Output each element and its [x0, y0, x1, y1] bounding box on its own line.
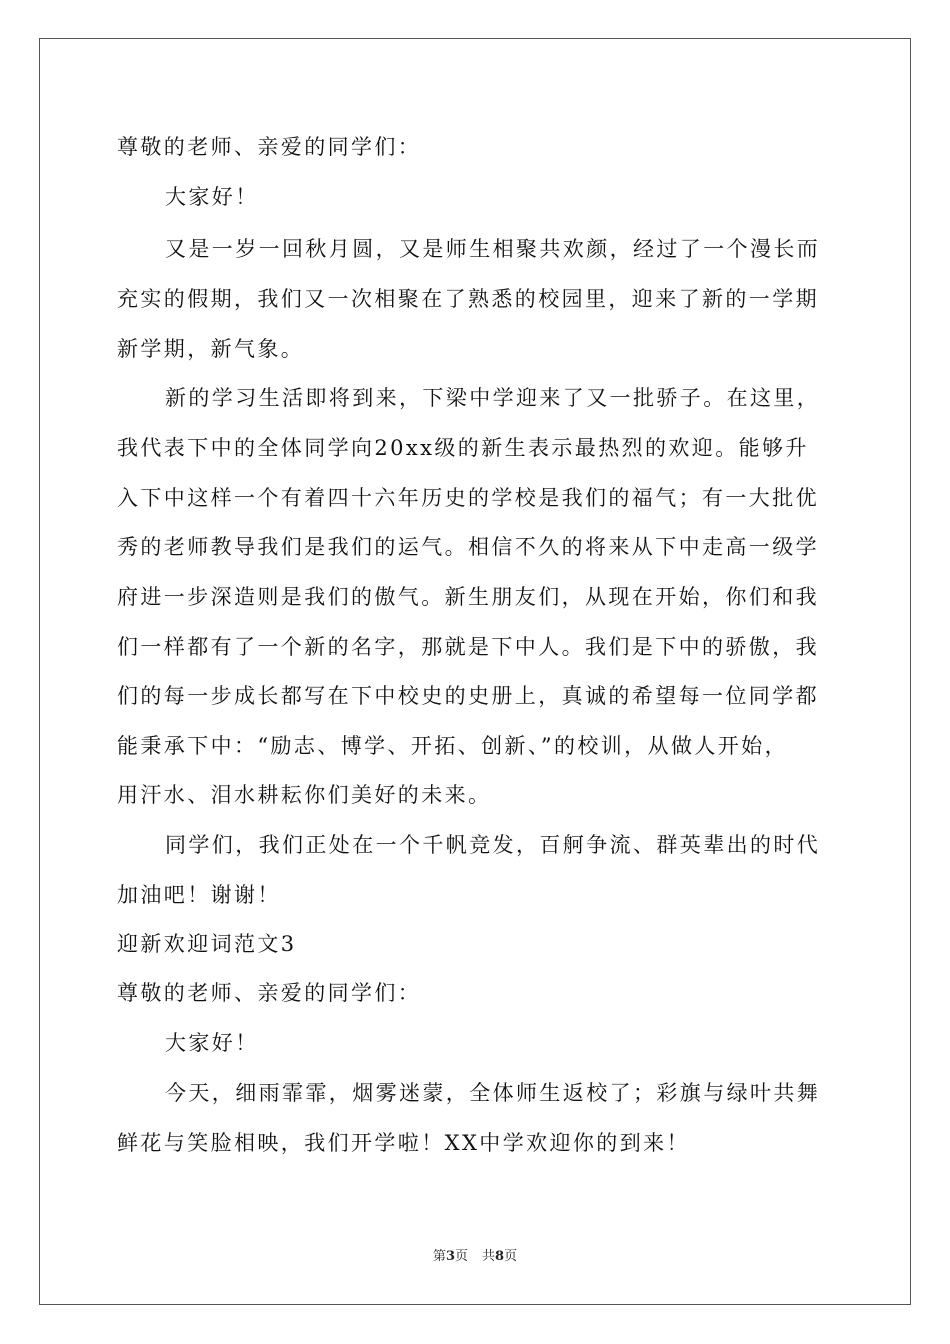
page-footer: [0, 1248, 950, 1266]
total-prefix: 共: [482, 1249, 496, 1264]
paragraph-line: 充实的假期，我们又一次相聚在了熟悉的校园里，迎来了新的一学期: [117, 287, 819, 311]
paragraph-line: 能秉承下中：“励志、博学、开拓、创新、”的校训，从做人开始，: [117, 734, 788, 758]
page-suffix: 页: [454, 1249, 468, 1264]
paragraph-line: 新的学习生活即将到来，下梁中学迎来了又一批骄子。在这里，: [165, 386, 821, 410]
paragraph-line: 秀的老师教导我们是我们的运气。相信不久的将来从下中走高一级学: [117, 535, 819, 559]
salutation-line: 尊敬的老师、亲爱的同学们：: [117, 981, 422, 1005]
total-pages: 8: [495, 1249, 505, 1264]
greeting-line: 大家好！: [165, 1031, 259, 1055]
paragraph-line: 加油吧！谢谢！: [117, 883, 281, 907]
paragraph-line: 们的每一步成长都写在下中校史的史册上，真诚的希望每一位同学都: [117, 684, 819, 708]
salutation-line: 尊敬的老师、亲爱的同学们：: [117, 135, 422, 159]
paragraph-line: 新学期，新气象。: [117, 337, 305, 361]
section-heading: 迎新欢迎词范文3: [117, 932, 297, 956]
paragraph-line: 又是一岁一回秋月圆，又是师生相聚共欢颜，经过了一个漫长而: [165, 237, 821, 261]
paragraph-line: 用汗水、泪水耕耘你们美好的未来。: [117, 783, 492, 807]
paragraph-line: 我代表下中的全体同学向20xx级的新生表示最热烈的欢迎。能够升: [117, 436, 809, 460]
page-prefix: 第: [432, 1249, 446, 1264]
paragraph-line: 们一样都有了一个新的名字，那就是下中人。我们是下中的骄傲，我: [117, 635, 819, 659]
paragraph-line: 同学们，我们正处在一个千帆竞发，百舸争流、群英辈出的时代: [165, 833, 821, 857]
greeting-line: 大家好！: [165, 185, 259, 209]
page-number: 3: [445, 1249, 455, 1264]
paragraph-line: 今天，细雨霏霏，烟雾迷蒙，全体师生返校了；彩旗与绿叶共舞: [165, 1081, 821, 1105]
paragraph-line: 鲜花与笑脸相映，我们开学啦！XX中学欢迎你的到来！: [117, 1131, 690, 1155]
total-suffix: 页: [504, 1249, 518, 1264]
paragraph-line: 入下中这样一个有着四十六年历史的学校是我们的福气；有一大批优: [117, 486, 819, 510]
paragraph-line: 府进一步深造则是我们的傲气。新生朋友们，从现在开始，你们和我: [117, 585, 819, 609]
